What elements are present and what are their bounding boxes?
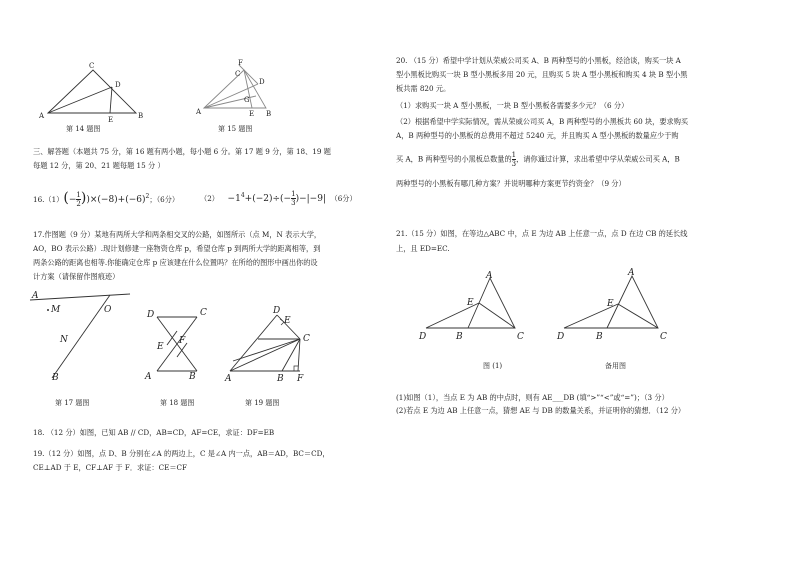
label-n: N [60, 335, 68, 345]
figure-21-main-caption: 图 (1) [483, 362, 503, 370]
figure-14 [36, 60, 156, 122]
q18-line-1: 18. （12 分）如图，已知 AB // CD，AB=CD，AF=CE，求证：DF=EB [33, 428, 275, 437]
figure-21-spare [556, 268, 671, 343]
q20-line-8: 两种型号的小黑板有哪几种方案？并说明哪种方案更节约资金？（9 分） [396, 179, 626, 188]
label-e: E [157, 342, 164, 352]
figure-15-caption: 第 15 题图 [218, 125, 253, 133]
label-b: B [277, 374, 284, 384]
label-d: D [273, 306, 281, 316]
figure-19-caption: 第 19 题图 [245, 399, 280, 407]
label-g: G [244, 96, 250, 104]
q20-line-6: A，B 两种型号的小黑板的总费用不超过 5240 元，并且购买 A 型小黑板的数量应少于购 [396, 131, 679, 140]
label-b: B [456, 332, 463, 342]
figure-18 [145, 305, 215, 380]
q19-line-2: CE⊥AD 于 E，CF⊥AF 于 F．求证：CE＝CF [33, 463, 187, 472]
label-m: M [51, 305, 61, 315]
section-3-line-2: 每题 12 分，第 20、21 题每题 15 分 ） [33, 161, 165, 170]
label-a: A [225, 374, 232, 384]
label-f: F [238, 59, 243, 67]
label-a: A [628, 268, 635, 278]
label-e: E [108, 116, 114, 124]
label-d: D [259, 78, 265, 86]
q20-line-3: 板共需 820 元。 [396, 84, 451, 93]
label-c: C [235, 70, 241, 78]
q20-line-2: 型小黑板比购买一块 B 型小黑板多用 20 元，且购买 5 块 A 型小黑板和购买 4 块 B 型小黑 [396, 70, 688, 79]
label-d: D [419, 332, 427, 342]
figure-21-main [418, 268, 533, 343]
figure-21-spare-caption: 备用图 [605, 362, 626, 370]
label-b: B [596, 332, 603, 342]
figure-18-caption: 第 18 题图 [160, 399, 195, 407]
label-e: E [249, 110, 255, 118]
figure-17 [30, 290, 130, 382]
label-d: D [115, 81, 121, 89]
label-c: C [517, 332, 524, 342]
q21-line-1: 21.（15 分）如图，在等边△ABC 中，点 E 为边 AB 上任意一点，点 D 在边 CB 的延长线 [396, 229, 688, 238]
label-b: B [52, 373, 59, 383]
q16-part-2: （2） $-1^4+(-2)\div(-$ $\frac{1}{3}$ )−|−9| （6分） [200, 190, 357, 207]
q20-line-7: 买 A，B 两种型号的小黑板总数量的 $\frac{1}{3}$ ，请你通过计算，求出希望中学从荣威公司买 A，B [396, 151, 680, 168]
q19-line-1: 19.（12 分）如图，点 D、B 分别在∠A 的两边上，C 是∠A 内一点，AB＝AD，BC＝CD， [33, 449, 330, 458]
label-a: A [486, 271, 493, 281]
figure-15 [196, 60, 276, 122]
section-3-line-1: 三、解答题（本题共 75 分，第 16 题有两小题，每小题 6 分。第 17 题 9 分，第 18、19 题 [33, 147, 331, 156]
label-b: B [266, 110, 272, 118]
label-d: D [557, 332, 565, 342]
q21-line-2: 上，且 ED=EC. [396, 244, 450, 253]
label-b: B [189, 372, 196, 382]
q21-part-2: (2)若点 E 为边 AB 上任意一点，猜想 AE 与 DB 的数量关系，并证明你的猜想．（12 分） [396, 406, 686, 415]
q21-part-1: (1)如图（1），当点 E 为 AB 的中点时，则有 AE___DB (填“>”“<”或“=”)；（3 分） [396, 393, 669, 402]
q17-line-4: 计方案（请保留作图痕迹） [33, 272, 120, 281]
label-a: A [145, 372, 152, 382]
q17-line-2: AO，BO 表示公路）.现计划修建一座物资仓库 p，希望仓库 p 到两所大学的距离相等，到 [33, 244, 321, 253]
q20-line-5: （2）根据希望中学实际情况，需从荣威公司买 A，B 两种型号的小黑板共 60 块，要求购买 [396, 117, 689, 126]
q20-line-4: （1）求购买一块 A 型小黑板，一块 B 型小黑板各需要多少元？（6 分） [396, 101, 629, 110]
label-e: E [607, 299, 614, 309]
label-c: C [660, 332, 667, 342]
label-e: E [467, 298, 474, 308]
label-a: A [32, 291, 39, 301]
figure-14-caption: 第 14 题图 [66, 125, 101, 133]
label-o: O [104, 305, 112, 315]
label-f: F [179, 336, 186, 346]
q17-line-1: 17.作图题（9 分）某地有两所大学和两条相交叉的公路，如图所示（点 M，N 表示大学， [33, 230, 322, 239]
label-c: C [89, 62, 95, 70]
label-f: F [297, 374, 304, 384]
label-c: C [200, 308, 207, 318]
q17-line-3: 两条公路的距离也相等.你能确定仓库 p 应该建在什么位置吗？在所给的图形中画出你的设 [33, 258, 318, 267]
q20-line-1: 20. （15 分）希望中学计划从荣威公司买 A、B 两种型号的小黑板，经洽谈，购买一块 A [396, 56, 681, 65]
figure-17-caption: 第 17 题图 [55, 399, 90, 407]
label-a: A [39, 112, 45, 120]
q16-part-1: 16.（1）(− $\frac{1}{2}$ ))$\times(-8)+(-6)^2$；（6分） [33, 190, 180, 208]
label-c: C [303, 334, 310, 344]
label-a: A [196, 108, 202, 116]
label-b: B [138, 112, 144, 120]
label-e: E [284, 316, 291, 326]
figure-19 [225, 305, 315, 385]
label-d: D [147, 310, 155, 320]
